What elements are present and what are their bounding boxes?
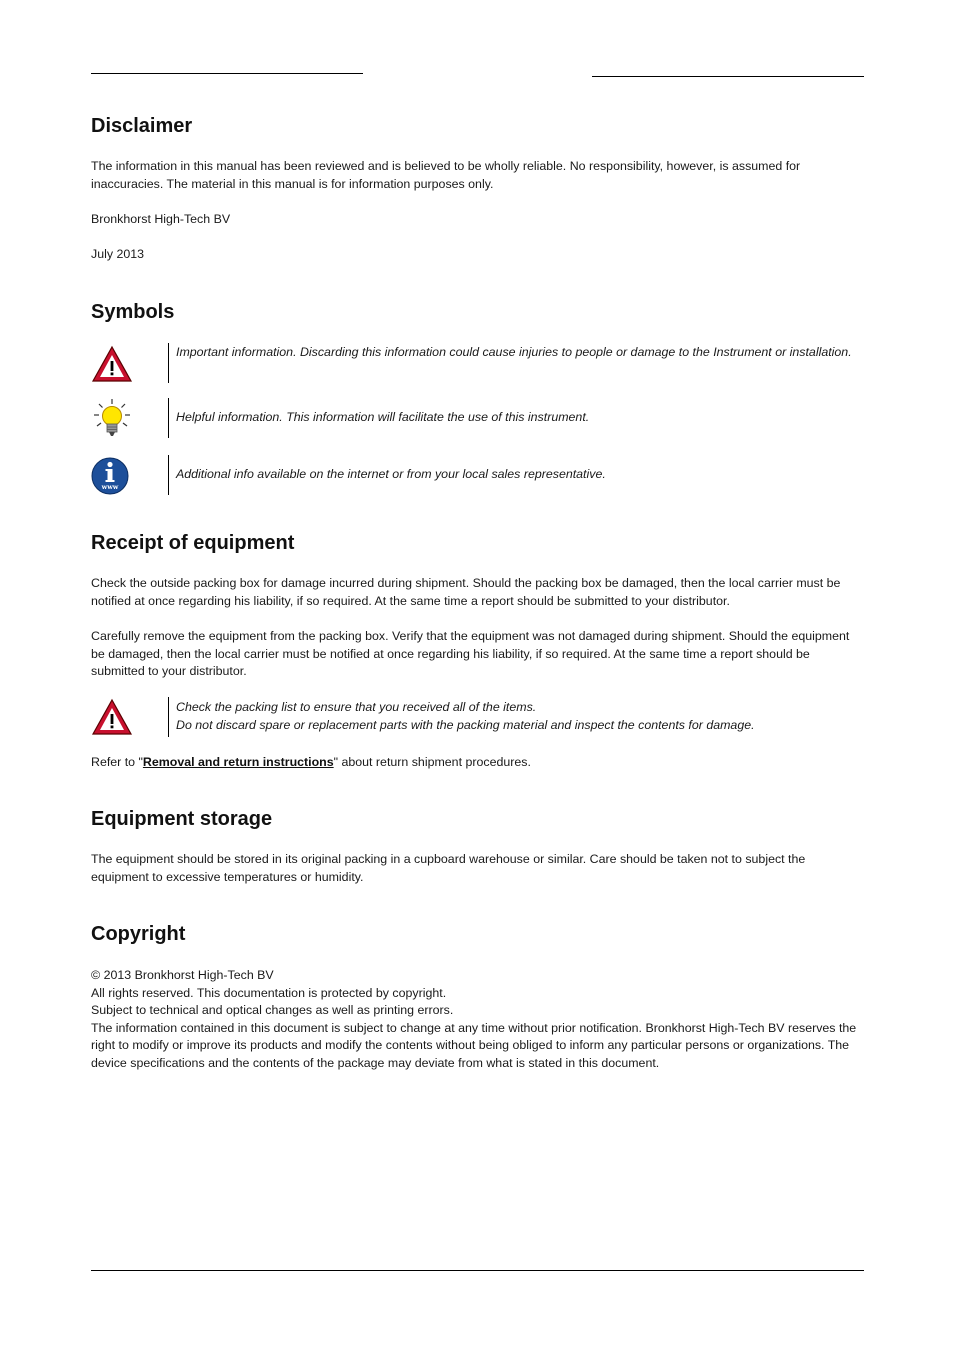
copyright-line-1: © 2013 Bronkhorst High-Tech BV — [91, 968, 274, 982]
storage-heading: Equipment storage — [91, 808, 273, 830]
footer-rule — [91, 1270, 864, 1271]
symbol-divider — [168, 343, 169, 383]
copyright-block — [91, 967, 865, 1073]
header-rule-right — [592, 76, 864, 77]
header-rule-left — [91, 73, 363, 74]
disclaimer-paragraph: The information in this manual has been reviewed and is believed to be wholly reliable. No responsibility, however, is assumed for inaccuracies. The material in this manual is for information purposes only. — [91, 159, 801, 191]
receipt-warning-line-2: Do not discard spare or replacement parts with the packing material and inspect the contents for damage. — [176, 717, 755, 732]
symbol-row-info — [91, 455, 865, 495]
warning-triangle-icon — [91, 344, 133, 386]
symbol-divider — [168, 398, 169, 438]
receipt-warning-text — [176, 699, 866, 734]
receipt-paragraph-2: Carefully remove the equipment from the packing box. Verify that the equipment was not damaged during shipment. Should the equipment be damaged, then the local carrier must be notified at once regarding his liability, if so required. At the same time a report should be submitted to your distributor. — [91, 629, 850, 679]
symbol-text-important: Important information. Discarding this information could cause injuries to people or damage to the Instrument or installation. — [176, 345, 852, 359]
receipt-heading: Receipt of equipment — [91, 532, 295, 554]
info-www-icon — [91, 455, 133, 497]
copyright-heading: Copyright — [91, 923, 186, 945]
storage-paragraph: The equipment should be stored in its original packing in a cupboard warehouse or similar. Care should be taken not to subject the equipment to excessive temperatures or humidity. — [91, 852, 806, 884]
receipt-paragraph-1: Check the outside packing box for damage incurred during shipment. Should the packing box be damaged, then the local carrier must be notified at once regarding his liability, if so required. At the same time a report should be submitted to your distributor. — [91, 576, 841, 608]
copyright-line-3: Subject to technical and optical changes as well as printing errors. — [91, 1003, 454, 1018]
disclaimer-date: July 2013 — [91, 247, 145, 261]
symbols-heading: Symbols — [91, 301, 175, 323]
copyright-line-2: All rights reserved. This documentation is protected by copyright. — [91, 985, 447, 1000]
symbol-row-helpful — [91, 398, 865, 438]
svg-text:www: www — [101, 483, 119, 491]
removal-return-link[interactable]: Removal and return instructions — [142, 755, 334, 769]
warning-triangle-icon — [91, 697, 133, 739]
symbol-text-info: Additional info available on the internet or from your local sales representative. — [176, 467, 606, 481]
symbol-divider — [168, 697, 169, 737]
disclaimer-company: Bronkhorst High-Tech BV — [91, 212, 231, 226]
refer-suffix: " about return shipment procedures. — [333, 755, 531, 769]
disclaimer-heading: Disclaimer — [91, 115, 193, 137]
receipt-refer-line — [91, 754, 865, 772]
symbol-text-helpful: Helpful information. This information will facilitate the use of this instrument. — [176, 410, 590, 424]
copyright-paragraph: The information contained in this document is subject to change at any time without prior notification. Bronkhorst High-Tech BV reserves the right to modify or improve its products and modify the contents without being obliged to inform any particular persons or organizations. The device specifications and the contents of the package may deviate from what is stated in this document. — [91, 1020, 857, 1070]
lightbulb-icon — [91, 398, 133, 440]
symbol-divider — [168, 455, 169, 495]
refer-prefix: Refer to " — [91, 755, 143, 769]
receipt-warning-line-1: Check the packing list to ensure that you received all of the items. — [176, 700, 537, 714]
symbol-row-important — [91, 343, 865, 383]
receipt-warning-row — [91, 697, 865, 737]
